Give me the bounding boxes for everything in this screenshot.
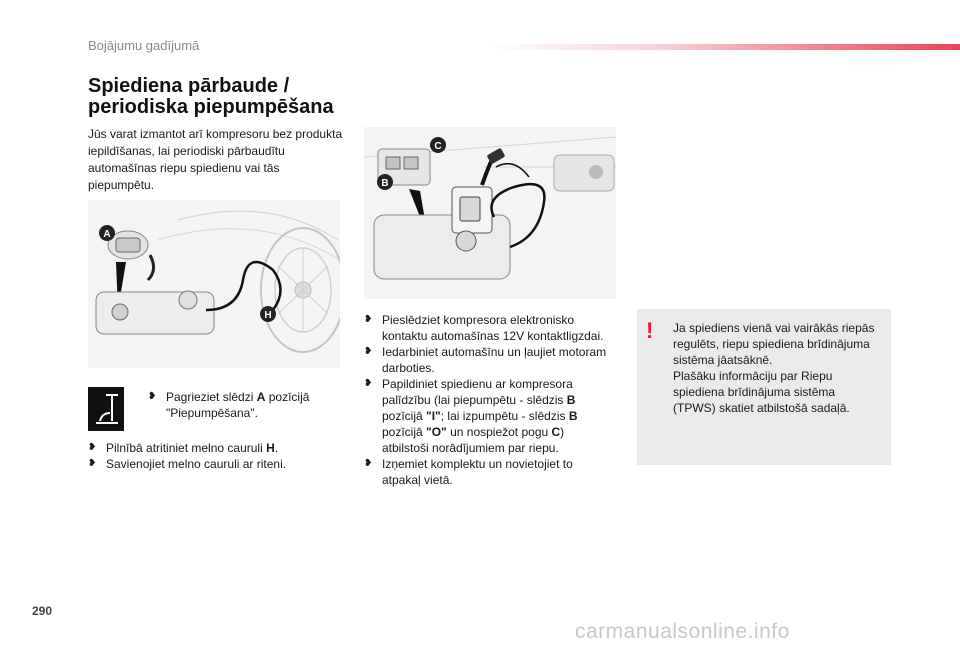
- arrow-bullet-icon: ❥: [88, 458, 97, 469]
- s3-f: B: [568, 409, 578, 423]
- list-item: [364, 344, 614, 376]
- s3-g: pozīcijā: [382, 425, 427, 439]
- illustration-compressor-wheel: [88, 200, 340, 368]
- label-h: H: [264, 310, 272, 321]
- header-accent-bar: [490, 44, 960, 50]
- step-switch-a: [148, 389, 348, 421]
- arrow-bullet-icon: ❥: [364, 346, 373, 357]
- step-text-bold: H: [266, 441, 275, 455]
- step-text: Pieslēdziet kompresora elektronisko kontaktu automašīnas 12V kontaktligzdai.: [382, 313, 604, 343]
- s3-j: C: [551, 425, 561, 439]
- step-a-post: pozīcijā "Piepumpēšana".: [166, 390, 310, 420]
- page-title-line-2: periodiska piepumpēšana: [88, 96, 334, 118]
- list-item: [364, 312, 614, 344]
- step-text: Iedarbiniet automašīnu un ļaujiet motoram darboties.: [382, 345, 607, 375]
- arrow-bullet-icon: ❥: [148, 391, 157, 402]
- watermark: carmanualsonline.info: [575, 620, 790, 643]
- arrow-bullet-icon: ❥: [364, 458, 373, 469]
- step-text: Savienojiet melno cauruli ar riteni.: [106, 457, 287, 471]
- step-text-post: .: [274, 441, 279, 455]
- label-a: A: [103, 229, 111, 240]
- s3-h: "O": [426, 425, 447, 439]
- s3-b: B: [566, 393, 576, 407]
- list-item: [88, 456, 348, 472]
- list-item: [88, 440, 348, 456]
- s3-c: pozīcijā: [382, 409, 427, 423]
- illustration-compressor-switches: [364, 127, 616, 299]
- warning-icon: !: [646, 318, 654, 343]
- steps-right-list: [364, 312, 614, 488]
- s3-k: ) atbilstoši norādījumiem par riepu.: [382, 425, 565, 455]
- step-text-pre: Pilnībā atritiniet melno cauruli: [106, 441, 267, 455]
- list-item: [364, 376, 614, 456]
- section-title: Bojājumu gadījumā: [88, 38, 200, 53]
- label-c: C: [434, 141, 442, 152]
- warning-text: [673, 320, 878, 416]
- arrow-bullet-icon: ❥: [88, 442, 97, 453]
- arrow-bullet-icon: ❥: [364, 378, 373, 389]
- step-text: [106, 440, 278, 456]
- s3-e: ; lai izpumpētu - slēdzis: [440, 409, 569, 423]
- page-title-line-1: Spiediena pārbaude /: [88, 75, 290, 97]
- intro-paragraph: Jūs varat izmantot arī kompresoru bez produkta iepildīšanas, lai periodiski pārbaudītu automašīnas riepu spiedienu vai tās piepumpētu.: [88, 127, 343, 192]
- warning-text-2: Plašāku informāciju par Riepu spiediena brīdinājuma sistēma (TPWS) skatiet atbilstošā sadaļā.: [673, 369, 850, 415]
- step-text: Izņemiet komplektu un novietojiet to atpakaļ vietā.: [382, 457, 573, 487]
- step-a-text: [166, 389, 348, 421]
- step-icon-box: [88, 387, 124, 431]
- step-a-bold: A: [256, 390, 266, 404]
- step-text: [382, 376, 614, 456]
- s3-a: Papildiniet spiedienu ar kompresora palīdzību (lai piepumpētu - slēdzis: [382, 377, 573, 407]
- steps-left-list: [88, 440, 348, 472]
- page-title: [88, 76, 358, 118]
- page-number: 290: [32, 604, 53, 618]
- step-a-pre: Pagrieziet slēdzi: [166, 390, 257, 404]
- s3-d: "I": [426, 409, 441, 423]
- arrow-bullet-icon: ❥: [364, 314, 373, 325]
- list-item: [364, 456, 614, 488]
- warning-text-1: Ja spiediens vienā vai vairākās riepās regulēts, riepu spiediena brīdinājuma sistēma jāatsāknē.: [673, 321, 875, 367]
- s3-i: un nospiežot pogu: [446, 425, 552, 439]
- label-b: B: [381, 178, 389, 189]
